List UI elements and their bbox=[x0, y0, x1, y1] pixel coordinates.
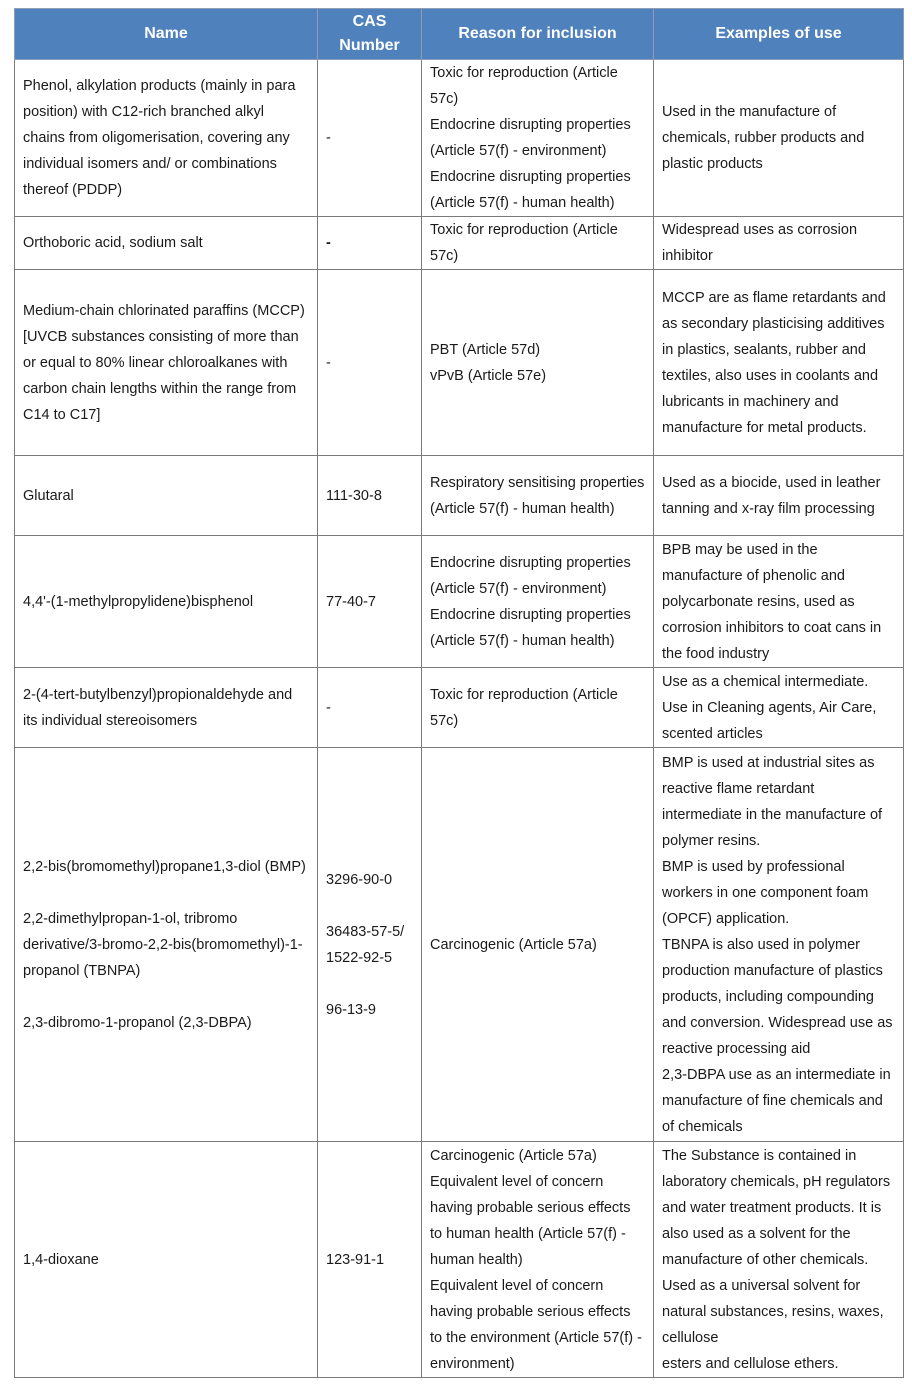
cell-paragraph: [UVCB substances consisting of more than or equal to 80% linear chloroalkanes with carbon chain lengths within the range from C14 to C17] bbox=[23, 328, 299, 423]
cell-paragraph bbox=[326, 893, 413, 919]
table-row bbox=[15, 270, 904, 456]
cell-paragraph: Phenol, alkylation products (mainly in para position) with C12-rich branched alkyl chains from oligomerisation, covering any individual isomers and/ or combinations thereof (PDDP) bbox=[23, 78, 296, 198]
cell-paragraph: 96-13-9 bbox=[326, 1001, 376, 1018]
cell-name bbox=[15, 748, 318, 1142]
table-row bbox=[15, 217, 904, 270]
cell-paragraph: Medium-chain chlorinated paraffins (MCCP) bbox=[23, 302, 305, 319]
cell-paragraph: Used as a biocide, used in leather tanning and x-ray film processing bbox=[662, 474, 881, 517]
header-cas-line2: Number bbox=[339, 37, 400, 54]
cell-paragraph: PBT (Article 57d) bbox=[430, 341, 541, 358]
cell-paragraph: Equivalent level of concern having probable serious effects to the environment (Article 57(f) - environment) bbox=[430, 1277, 642, 1372]
cell-paragraph: Used in the manufacture of chemicals, rubber products and plastic products bbox=[662, 104, 865, 172]
table-row bbox=[15, 1142, 904, 1378]
cell-paragraph: The Substance is contained in laboratory chemicals, pH regulators and water treatment products. It is also used as a solvent for the manufacture of other chemicals. bbox=[662, 1147, 891, 1268]
table-row bbox=[15, 668, 904, 748]
cell-paragraph: 1,4-dioxane bbox=[23, 1251, 99, 1268]
cell-paragraph: MCCP are as flame retardants and as secondary plasticising additives in plastics, sealants, rubber and textiles, also uses in coolants and lubricants in machinery and manufacture for metal products. bbox=[662, 289, 886, 436]
cell-paragraph: Used as a universal solvent for natural substances, resins, waxes, cellulose bbox=[662, 1277, 884, 1346]
cell-name bbox=[15, 536, 318, 668]
cell-examples bbox=[654, 1142, 904, 1378]
cell-cas bbox=[318, 60, 422, 217]
cell-paragraph: 2,2-bis(bromomethyl)propane1,3-diol (BMP) bbox=[23, 858, 306, 875]
cell-paragraph bbox=[23, 984, 309, 1010]
cell-reason bbox=[422, 217, 654, 270]
cell-reason bbox=[422, 60, 654, 217]
cell-reason bbox=[422, 456, 654, 536]
cell-paragraph: - bbox=[326, 130, 331, 146]
cell-cas bbox=[318, 456, 422, 536]
cell-examples bbox=[654, 456, 904, 536]
cell-name bbox=[15, 217, 318, 270]
cell-reason bbox=[422, 748, 654, 1142]
cell-paragraph: Toxic for reproduction (Article 57c) bbox=[430, 686, 618, 729]
cell-paragraph: 77-40-7 bbox=[326, 593, 376, 610]
cell-paragraph: vPvB (Article 57e) bbox=[430, 367, 547, 384]
table-body bbox=[15, 60, 904, 1378]
cell-paragraph: Widespread uses as corrosion inhibitor bbox=[662, 222, 858, 264]
cell-paragraph: Carcinogenic (Article 57a) bbox=[430, 936, 597, 953]
cell-paragraph bbox=[23, 880, 309, 906]
cell-paragraph: Respiratory sensitising properties (Article 57(f) - human health) bbox=[430, 474, 645, 517]
cell-paragraph: 36483-57-5/ 1522-92-5 bbox=[326, 923, 405, 966]
cell-paragraph bbox=[326, 971, 413, 997]
cell-examples bbox=[654, 536, 904, 668]
cell-paragraph: Carcinogenic (Article 57a) bbox=[430, 1147, 597, 1164]
cell-paragraph: Toxic for reproduction (Article 57c) bbox=[430, 65, 618, 107]
cell-reason bbox=[422, 270, 654, 456]
substances-table bbox=[14, 8, 904, 1378]
cell-reason bbox=[422, 1142, 654, 1378]
cell-paragraph: BMP is used by professional workers in one component foam (OPCF) application. bbox=[662, 858, 869, 927]
cell-cas bbox=[318, 536, 422, 668]
cell-paragraph: - bbox=[326, 235, 331, 251]
cell-paragraph: 123-91-1 bbox=[326, 1251, 385, 1268]
cell-name bbox=[15, 270, 318, 456]
cell-examples bbox=[654, 60, 904, 217]
table-row bbox=[15, 456, 904, 536]
cell-paragraph: Equivalent level of concern having probable serious effects to human health (Article 57(f) - human health) bbox=[430, 1173, 631, 1268]
cell-name bbox=[15, 456, 318, 536]
cell-paragraph: Endocrine disrupting properties (Article 57(f) - environment) bbox=[430, 117, 631, 159]
table-row bbox=[15, 536, 904, 668]
cell-reason bbox=[422, 668, 654, 748]
cell-cas bbox=[318, 270, 422, 456]
header-name: Name bbox=[15, 9, 318, 60]
cell-paragraph: 111-30-8 bbox=[326, 487, 382, 504]
cell-paragraph: Use as a chemical intermediate. bbox=[662, 673, 869, 690]
cell-examples bbox=[654, 270, 904, 456]
cell-paragraph: 3296-90-0 bbox=[326, 871, 393, 888]
cell-paragraph: esters and cellulose ethers. bbox=[662, 1355, 839, 1372]
table-row bbox=[15, 60, 904, 217]
table-row bbox=[15, 748, 904, 1142]
cell-paragraph: Glutaral bbox=[23, 487, 74, 504]
header-reason: Reason for inclusion bbox=[422, 9, 654, 60]
cell-paragraph: 2,2-dimethylpropan-1-ol, tribromo derivative/3-bromo-2,2-bis(bromomethyl)-1-propanol (TBNPA) bbox=[23, 910, 303, 979]
cell-cas bbox=[318, 748, 422, 1142]
cell-paragraph: BMP is used at industrial sites as reactive flame retardant intermediate in the manufacture of polymer resins. bbox=[662, 754, 883, 849]
cell-paragraph: Endocrine disrupting properties (Article 57(f) - environment) bbox=[430, 554, 631, 597]
cell-reason bbox=[422, 536, 654, 668]
cell-paragraph: TBNPA is also used in polymer production manufacture of plastics products, including compounding and conversion. Widespread use as reactive processing aid bbox=[662, 936, 893, 1057]
cell-cas bbox=[318, 217, 422, 270]
cell-examples bbox=[654, 748, 904, 1142]
header-cas-line1: CAS bbox=[352, 13, 387, 30]
cell-paragraph: Orthoboric acid, sodium salt bbox=[23, 235, 203, 251]
cell-paragraph: 2,3-dibromo-1-propanol (2,3-DBPA) bbox=[23, 1014, 252, 1031]
cell-paragraph: BPB may be used in the manufacture of phenolic and polycarbonate resins, used as corrosion inhibitors to coat cans in the food industry bbox=[662, 541, 882, 662]
cell-paragraph: Toxic for reproduction (Article 57c) bbox=[430, 222, 618, 264]
cell-paragraph: - bbox=[326, 354, 331, 371]
cell-paragraph: Use in Cleaning agents, Air Care, scented articles bbox=[662, 699, 877, 742]
header-row bbox=[15, 9, 904, 60]
cell-name bbox=[15, 60, 318, 217]
cell-name bbox=[15, 1142, 318, 1378]
cell-examples bbox=[654, 217, 904, 270]
cell-paragraph: 2-(4-tert-butylbenzyl)propionaldehyde and its individual stereoisomers bbox=[23, 686, 293, 729]
cell-paragraph: Endocrine disrupting properties (Article 57(f) - human health) bbox=[430, 606, 631, 649]
header-examples: Examples of use bbox=[654, 9, 904, 60]
cell-paragraph: 4,4'-(1-methylpropylidene)bisphenol bbox=[23, 593, 254, 610]
cell-paragraph: - bbox=[326, 699, 331, 716]
cell-paragraph: 2,3-DBPA use as an intermediate in manufacture of fine chemicals and of chemicals bbox=[662, 1066, 891, 1135]
cell-name bbox=[15, 668, 318, 748]
cell-paragraph: Endocrine disrupting properties (Article 57(f) - human health) bbox=[430, 169, 631, 211]
cell-cas bbox=[318, 668, 422, 748]
cell-cas bbox=[318, 1142, 422, 1378]
cell-examples bbox=[654, 668, 904, 748]
header-cas bbox=[318, 9, 422, 60]
